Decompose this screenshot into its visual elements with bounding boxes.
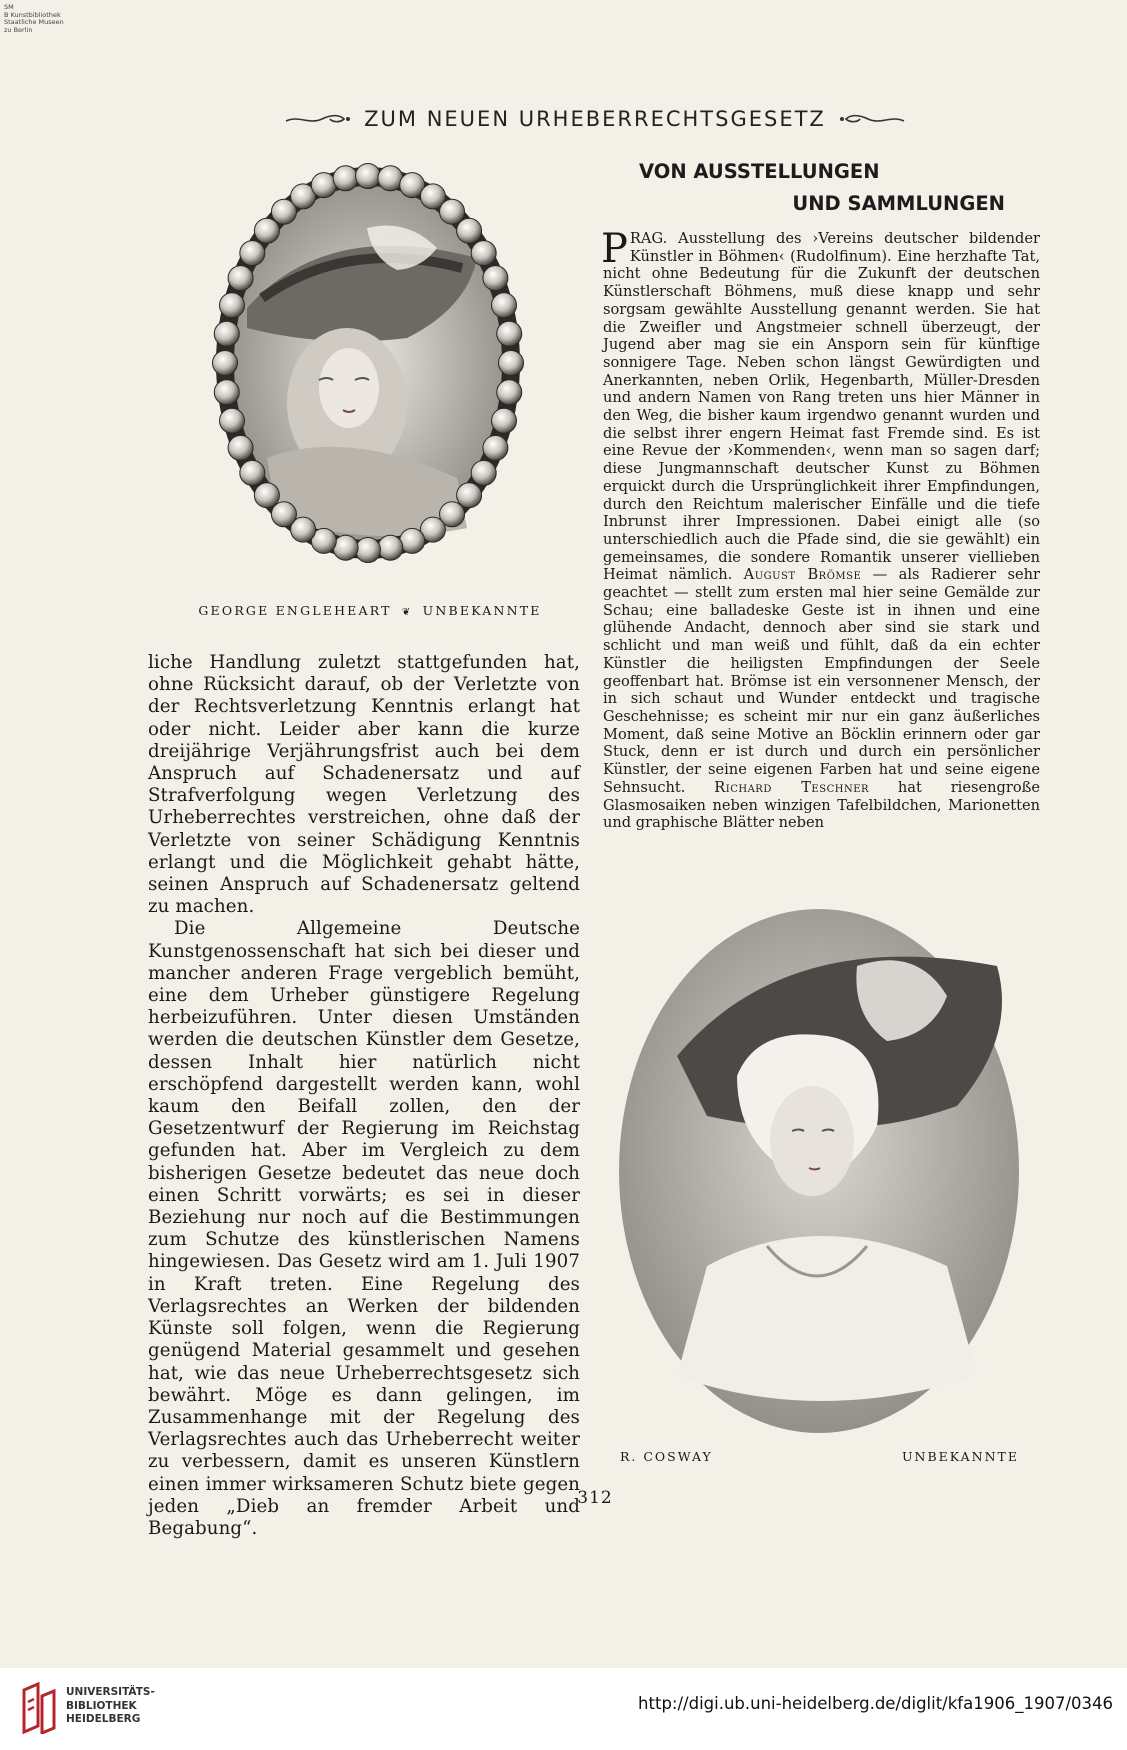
library-name-line: UNIVERSITÄTS- (66, 1686, 155, 1698)
paragraph: Die Allgemeine Deutsche Kunstgenossenschaft hat sich bei dieser und mancher anderen Frage vergeblich bemüht, eine dem Urheber günstigere Regelung herbeizuführen. Unter diesen Umständen werden die deutschen Künstler dem Gesetze, dessen Inhalt hier natürlich nicht erschöpfend dargestellt werden kann, wohl kaum den Beifall zollen, den der Gesetzentwurf der Regierung im Reichstag gefunden hat. Aber im Vergleich zu dem bisherigen Gesetze bedeutet das neue doch einen Schritt vorwärts; es sei in dieser Beziehung nur noch auf die Bestimmungen zum Schutze des künstlerischen Namens hingewiesen. Das Gesetz wird am 1. Juli 1907 in Kraft treten. Eine Regelung des Verlagsrechtes an Werken der bildenden Künste soll folgen, wenn die Regierung genügend Material gesammelt und gesehen hat, wie das neue Urheberrechtsgesetz sich bewährt. Möge es dann gelingen, im Zusammenhange mit der Regelung des Verlagsrechtes auch das Urheberrecht weiter zu verbessern, damit es unseren Künstlern einen immer wirksameren Schutz biete gegen jeden „Dieb an fremder Arbeit und Begabung“. (148, 918, 580, 1539)
stamp-line: SM (4, 3, 14, 11)
pearl-bead (497, 321, 522, 346)
pearl-bead (483, 266, 508, 291)
pearl-bead (228, 266, 253, 291)
stamp-line: zu Berlin (4, 25, 33, 34)
pearl-bead (499, 351, 524, 376)
artist-name: August Brömse (743, 566, 862, 584)
portrait-miniature-pearl-frame (207, 158, 529, 568)
portrait-oval-lady-with-hat (617, 906, 1022, 1436)
stamp-line: Staatliche Museen (4, 18, 64, 26)
left-text-column (148, 652, 580, 1540)
paragraph: liche Handlung zuletzt stattgefunden hat, ohne Rücksicht darauf, ob der Verletzte von der Rechtsverletzung Kenntnis erlangt hat oder nicht. Leider aber kann die kurze dreijährige Verjährungsfrist auch bei dem Anspruch auf Schadenersatz und auf Strafverfolgung wegen Verletzung des Urheberrechtes verstreichen, ohne daß der Verletzte von seiner Schädigung Kenntnis erlangt und die Möglichkeit gehabt hätte, seinen Anspruch auf Schadenersatz geltend zu machen. (148, 652, 580, 918)
figure2-caption-artist: R. COSWAY (620, 1449, 713, 1464)
artist-name: Richard Teschner (714, 778, 870, 796)
pearl-bead (311, 173, 336, 198)
running-header (250, 104, 940, 134)
figure1-caption-title: UNBEKANNTE (422, 603, 542, 618)
pearl-bead (228, 435, 253, 460)
pearl-bead (333, 535, 358, 560)
pearl-bead (492, 408, 517, 433)
library-stamp (4, 4, 94, 34)
stamp-line: B Kunstbibliothek (4, 10, 61, 19)
page-number: 312 (577, 1488, 613, 1508)
pearl-bead (271, 502, 296, 527)
article-text: — als Radierer sehr geachtet — stellt zum ersten mal hier seine Gemälde zur Schau; eine balladeske Geste ist in ihnen und eine glühende Andacht, dennoch aber sind sie stark und schlicht und man weiß und fühlt, daß da ein echter Künstler die heiligsten Empfindungen der Seele geoffenbart hat. Brömse ist ein versonnener Mensch, der in sich schaut und Wunder entdeckt und tragische Geschehnisse; es scheint mir nur ein ganz äußerliches Moment, daß seine Motive an Böcklin erinnern oder gar Stuck, denn er ist durch und durch ein persönlicher Künstler, der seine eigenen Farben hat und seine eigene Sehnsucht. (603, 566, 1040, 796)
pearl-bead (240, 460, 265, 485)
flourish-left-icon (284, 109, 354, 129)
drop-cap: P (601, 226, 628, 272)
digitization-footer (0, 1668, 1127, 1750)
article-text: RAG. Ausstellung des ›Vereins deutscher bildender Künstler in Böhmen‹ (Rudolfinum). Eine herzhafte Tat, nicht ohne Bedeutung für die Zukunft der deutschen Künstlerschaft Böhmens, muß diese knapp und sehr sorgsam gewählte Ausstellung genannt werden. Sie hat die Zweifler und Angstmeier schnell überzeugt, der Jugend aber mag sie ein Ansporn sein für künftige sonnigere Tage. Neben schon längst Gewürdigten und Anerkannten, neben Orlik, Hegenbarth, Müller-Dresden und andern Namen von Rang treten uns hier Männer in den Weg, die bisher kaum irgendwo genannt wurden und die selbst ihrer engern Heimat fast Fremde sind. Es ist eine Revue der ›Kommenden‹, wenn man so sagen darf; diese Jungmannschaft deutscher Kunst zu Böhmen erquickt durch die Ursprünglichkeit ihrer Empfindungen, durch den Reichtum malerischer Einfälle und die tiefe Inbrunst ihrer Impressionen. Dabei einigt alle (so unterschiedlich auch die Pfade sind, die sie gewählt) ein gemeinsames, die sondere Romantik unserer viellieben Heimat nämlich. (603, 230, 1040, 584)
pearl-bead (219, 408, 244, 433)
pearl-bead (333, 166, 358, 191)
article-text: hat riesengroße Glasmosaiken neben winzigen Tafelbildchen, Marionetten und graphische Blätter neben (603, 778, 1040, 832)
pearl-bead (214, 380, 239, 405)
header-title: ZUM NEUEN URHEBERRECHTSGESETZ (364, 107, 826, 131)
pearl-bead (356, 164, 381, 189)
figure1-caption (140, 603, 600, 618)
pearl-bead (497, 380, 522, 405)
library-name-line: BIBLIOTHEK (66, 1699, 137, 1712)
right-text-column (601, 226, 1040, 832)
figure1-caption-artist: GEORGE ENGLEHEART (198, 603, 392, 618)
pearl-bead (254, 218, 279, 243)
pearl-bead (440, 199, 465, 224)
pearl-bead (492, 293, 517, 318)
section-heading-line: VON AUSSTELLUNGEN (639, 160, 880, 183)
ornament-bullet-icon: ❦ (401, 607, 413, 618)
university-library-logo-icon (18, 1682, 60, 1734)
flourish-right-icon (836, 109, 906, 129)
section-heading (600, 156, 1005, 220)
article-body (601, 226, 1040, 832)
pearl-bead (400, 528, 425, 553)
pearl-bead (378, 535, 403, 560)
figure2-caption-title: UNBEKANNTE (902, 1449, 1019, 1464)
library-name (66, 1686, 155, 1727)
pearl-bead (378, 166, 403, 191)
pearl-bead (457, 218, 482, 243)
library-name-line: HEIDELBERG (66, 1713, 141, 1725)
pearl-bead (457, 483, 482, 508)
permalink-url[interactable]: http://digi.ub.uni-heidelberg.de/diglit/kfa1906_1907/0346 (638, 1694, 1113, 1713)
pearl-bead (254, 483, 279, 508)
pearl-bead (471, 241, 496, 266)
pearl-bead (356, 538, 381, 563)
section-heading-line: UND SAMMLUNGEN (792, 192, 1005, 215)
pearl-bead (471, 460, 496, 485)
pearl-bead (240, 241, 265, 266)
pearl-bead (214, 321, 239, 346)
pearl-bead (219, 293, 244, 318)
pearl-bead (483, 435, 508, 460)
pearl-bead (213, 351, 238, 376)
